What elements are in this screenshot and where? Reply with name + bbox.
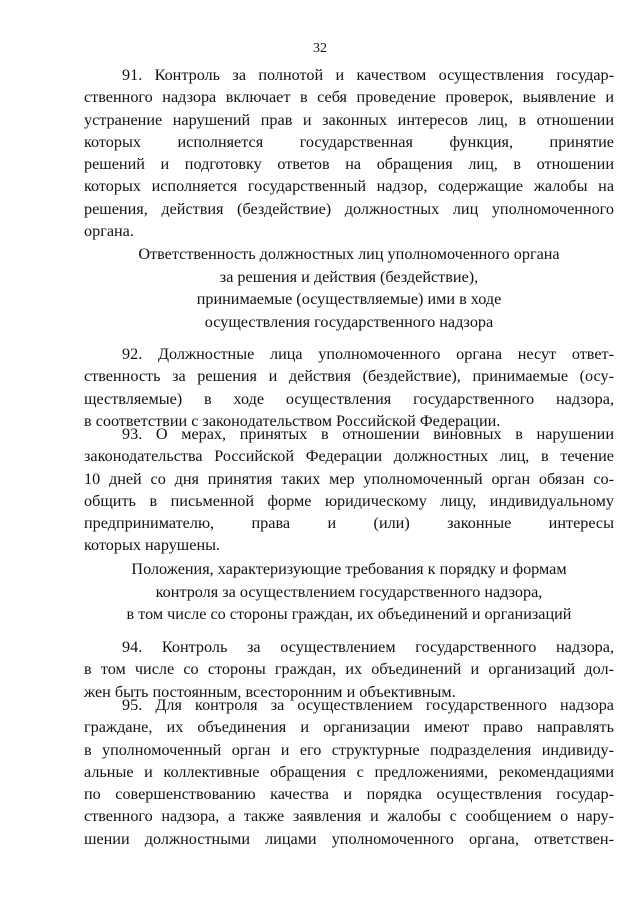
text-line: в том числе со стороны граждан, их объединений и организаций дол- [84,660,614,679]
text-line: по совершенствованию качества и порядка осуществления государ- [84,785,614,804]
text-line: решения, действия (бездействие) должностных лиц уполномоченного [84,199,614,218]
text-line: предпринимателю, права и (или) законные интересы [84,514,614,533]
text-line: 92. Должностные лица уполномоченного органа несут ответ- [122,345,614,363]
text-line: устранение нарушений прав и законных интересов лиц, в отношении [84,110,614,129]
text-line: законодательства Российской Федерации должностных лиц, в течение [84,447,614,466]
text-line: которых исполняется государственный надзор, содержащие жалобы на [84,177,614,196]
heading-line: за решения и действия (бездействие), [219,267,479,286]
paragraph-92 [84,343,614,432]
text-line: ственность за решения и действия (бездействие), принимаемые (осу- [84,367,614,386]
section-heading-responsibility [84,243,614,333]
text-line: общить в письменной форме юридическому лицу, индивидуальному [84,491,614,510]
heading-line: осуществления государственного надзора [204,312,494,331]
text-line: 95. Для контроля за осуществлением государственного надзора [122,696,614,714]
paragraph-91 [84,64,614,242]
paragraph-95 [84,694,614,850]
text-line: органа. [84,222,134,241]
text-line: ществляемые) в ходе осуществления государственного надзора, [84,389,614,408]
text-line: 93. О мерах, принятых в отношении виновных в нарушении [122,425,614,443]
text-line: 10 дней со дня принятия таких мер уполномоченный орган обязан со- [84,469,614,488]
text-line: решений и подготовку ответов на обращения лиц, в отношении [84,155,614,174]
text-line: шении должностными лицами уполномоченного органа, ответствен- [84,829,614,848]
text-line: в соответствии с законодательством Российской Федерации. [84,411,501,430]
text-line: в уполномоченный орган и его структурные подразделения индивиду- [84,740,614,759]
text-line: которых нарушены. [84,536,221,555]
text-line: жен быть постоянным, всесторонним и объективным. [84,682,456,701]
heading-line: контроля за осуществлением государственного надзора, [155,582,543,601]
text-line: альные и коллективные обращения с предложениями, рекомендациями [84,762,614,781]
text-line: которых исполняется государственная функция, принятие [84,132,614,151]
text-line: 91. Контроль за полнотой и качеством осуществления государ- [122,66,614,84]
heading-line: Положения, характеризующие требования к порядку и формам [131,560,567,578]
heading-line: Ответственность должностных лиц уполномоченного органа [138,245,560,263]
section-heading-control-requirements [84,558,614,626]
paragraph-93 [84,423,614,557]
text-line: 94. Контроль за осуществлением государственного надзора, [122,638,614,656]
paragraph-94 [84,636,614,703]
heading-line: в том числе со стороны граждан, их объединений и организаций [126,605,572,624]
text-line: граждане, их объединения и организации имеют право направлять [84,718,614,737]
heading-line: принимаемые (осуществляемые) ими в ходе [196,290,502,309]
page-number: 32 [313,41,327,56]
text-line: ственного надзора включает в себя проведение проверок, выявление и [84,88,614,107]
text-line: ственного надзора, а также заявления и жалобы с сообщением о нару- [84,807,614,826]
